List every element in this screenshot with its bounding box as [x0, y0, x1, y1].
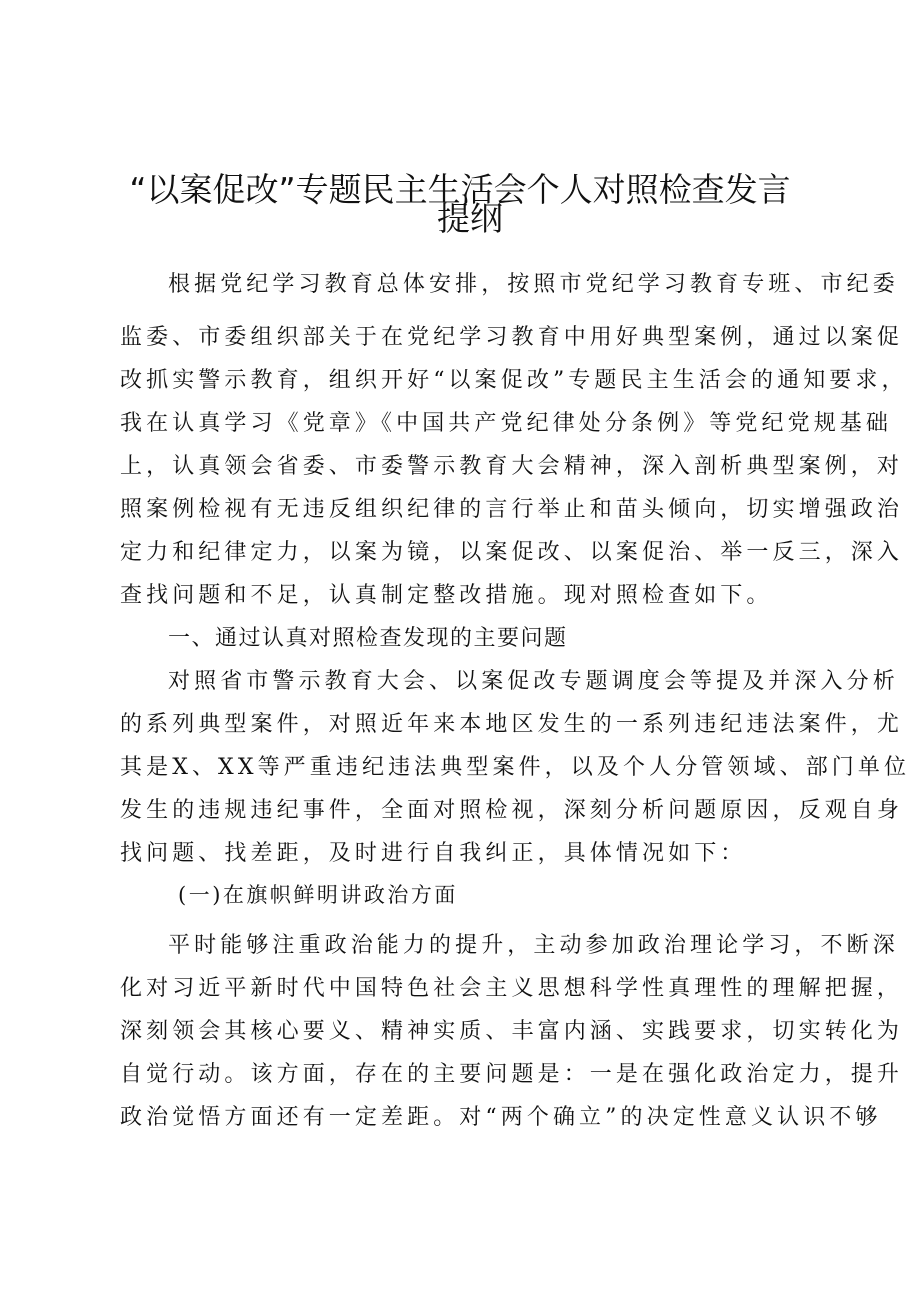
- subsection-paragraph-line: 自觉行动。该方面，存在的主要问题是：一是在强化政治定力，提升: [120, 1062, 904, 1087]
- section-paragraph-line: 发生的违规违纪事件，全面对照检视，深刻分析问题原因，反观自身: [120, 798, 904, 823]
- intro-paragraph-line: 改抓实警示教育，组织开好“以案促改”专题民主生活会的通知要求，: [120, 368, 908, 393]
- intro-paragraph-line: 定力和纪律定力，以案为镜，以案促改、以案促治、举一反三，深入: [120, 540, 904, 565]
- subsection-paragraph-line: 政治觉悟方面还有一定差距。对“两个确立”的决定性意义认识不够: [120, 1105, 882, 1130]
- intro-paragraph-line: 我在认真学习《党章》《中国共产党纪律处分条例》等党纪党规基础: [120, 411, 893, 436]
- intro-paragraph-line: 上，认真领会省委、市委警示教育大会精神，深入剖析典型案例，对: [120, 454, 904, 479]
- document-title-line-1: “以案促改”专题民主生活会个人对照检查发言: [129, 170, 791, 209]
- intro-paragraph-line: 监委、市委组织部关于在党纪学习教育中用好典型案例，通过以案促: [120, 325, 904, 350]
- intro-paragraph-line: 根据党纪学习教育总体安排，按照市党纪学习教育专班、市纪委: [168, 272, 899, 297]
- intro-paragraph-line: 照案例检视有无违反组织纪律的言行举止和苗头倾向，切实增强政治: [120, 497, 904, 522]
- document-title-line-2: 提纲: [437, 199, 503, 238]
- section-paragraph-line: 其是X、XX等严重违纪违法典型案件，以及个人分管领域、部门单位: [120, 755, 911, 780]
- section-paragraph-line: 对照省市警示教育大会、以案促改专题调度会等提及并深入分析: [168, 669, 899, 694]
- section-paragraph-line: 的系列典型案件，对照近年来本地区发生的一系列违纪违法案件，尤: [120, 712, 904, 737]
- subsection-heading: (一)在旗帜鲜明讲政治方面: [178, 883, 458, 907]
- subsection-paragraph-line: 深刻领会其核心要义、精神实质、丰富内涵、实践要求，切实转化为: [120, 1019, 904, 1044]
- intro-paragraph-line: 查找问题和不足，认真制定整改措施。现对照检查如下。: [120, 583, 773, 608]
- section-heading: 一、通过认真对照检查发现的主要问题: [168, 626, 568, 651]
- subsection-paragraph-line: 化对习近平新时代中国特色社会主义思想科学性真理性的理解把握，: [120, 976, 904, 1001]
- section-paragraph-line: 找问题、找差距，及时进行自我纠正，具体情况如下：: [120, 841, 747, 866]
- subsection-paragraph-line: 平时能够注重政治能力的提升，主动参加政治理论学习，不断深: [168, 933, 899, 958]
